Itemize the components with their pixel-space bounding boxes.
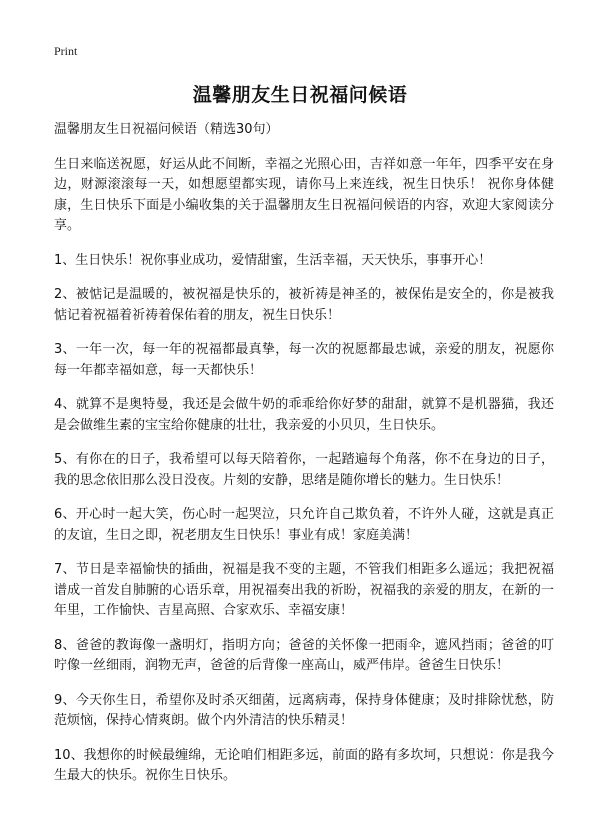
wish-item-10: 10、我想你的时候最缠绵，无论咱们相距多远，前面的路有多坎坷，只想说：你是我今生最大的快乐。祝你生日快乐。: [54, 747, 554, 783]
article-subtitle: 温馨朋友生日祝福问候语（精选30句）: [54, 122, 279, 137]
wish-item-2: 2、被惦记是温暖的，被祝福是快乐的，被祈祷是神圣的，被保佑是安全的，你是被我惦记着祝福着祈祷着保佑着的朋友，祝生日快乐！: [54, 287, 554, 323]
print-link[interactable]: Print: [54, 44, 78, 58]
wish-item-8: 8、爸爸的教诲像一盏明灯，指明方向；爸爸的关怀像一把雨伞，遮风挡雨；爸爸的叮咛像一丝细雨，润物无声，爸爸的后背像一座高山，威严伟岸。爸爸生日快乐！: [54, 637, 554, 673]
wish-item-7: 7、节日是幸福愉快的插曲，祝福是我不变的主题，不管我们相距多么遥远；我把祝福谱成一首发自肺腑的心语乐章，用祝福奏出我的祈盼，祝福我的亲爱的朋友，在新的一年里，工作愉快、吉星高照、合家欢乐、幸福安康！: [54, 562, 554, 618]
wish-item-1: 1、生日快乐！祝你事业成功，爱情甜蜜，生活幸福，天天快乐，事事开心！: [54, 252, 492, 268]
wish-item-3: 3、一年一次，每一年的祝福都最真挚，每一次的祝愿都最忠诚，亲爱的朋友，祝愿你每一年都幸福如意，每一天都快乐！: [54, 342, 554, 378]
wish-item-4: 4、就算不是奥特曼，我还是会做牛奶的乖乖给你好梦的甜甜，就算不是机器猫，我还是会做维生素的宝宝给你健康的壮壮，我亲爱的小贝贝，生日快乐。: [54, 397, 554, 433]
wish-item-5: 5、有你在的日子，我希望可以每天陪着你，一起踏遍每个角落，你不在身边的日子，我的思念依旧那么没日没夜。片刻的安静，思绪是随你增长的魅力。生日快乐！: [54, 452, 554, 488]
page-title: 温馨朋友生日祝福问候语: [192, 84, 408, 106]
intro-paragraph: 生日来临送祝愿，好运从此不间断，幸福之光照心田，吉祥如意一年年，四季平安在身边，财源滚滚每一天，如想愿望都实现，请你马上来连线，祝生日快乐！ 祝你身体健康，生日快乐下面是小编收集的关于温馨朋友生日祝福问候语的内容，欢迎大家阅读分享。: [54, 156, 554, 233]
article-body: [54, 120, 554, 801]
wish-item-6: 6、开心时一起大笑，伤心时一起哭泣，只允许自己欺负着，不许外人碰，这就是真正的友谊，生日之即，祝老朋友生日快乐！事业有成！家庭美满！: [54, 507, 554, 543]
wish-item-9: 9、今天你生日，希望你及时杀灭细菌，远离病毒，保持身体健康；及时排除忧愁，防范烦恼，保持心情爽朗。做个内外清洁的快乐精灵！: [54, 692, 554, 728]
